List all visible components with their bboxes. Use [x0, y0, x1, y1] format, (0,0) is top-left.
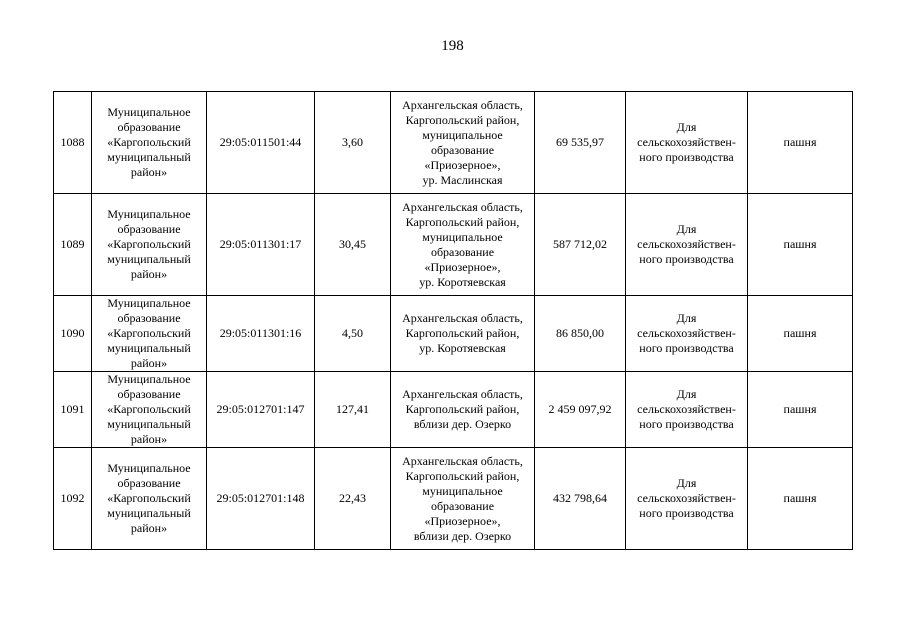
table-row	[54, 92, 853, 194]
land-registry-table	[53, 91, 853, 550]
row-number: 1089	[54, 194, 92, 296]
cadastral-number: 29:05:011301:16	[207, 296, 315, 372]
cadastral-number: 29:05:011501:44	[207, 92, 315, 194]
value-cell: 432 798,64	[535, 448, 626, 550]
cadastral-number: 29:05:011301:17	[207, 194, 315, 296]
table-row	[54, 296, 853, 372]
land-type-cell: пашня	[748, 296, 853, 372]
value-cell: 2 459 097,92	[535, 372, 626, 448]
area-cell: 30,45	[315, 194, 391, 296]
location-cell: Архангельская область, Каргопольский район, ур. Коротяевская	[391, 296, 535, 372]
purpose-cell: Для сельскохозяйствен- ного производства	[626, 296, 748, 372]
land-type-cell: пашня	[748, 448, 853, 550]
value-cell: 587 712,02	[535, 194, 626, 296]
value-cell: 86 850,00	[535, 296, 626, 372]
purpose-cell: Для сельскохозяйствен- ного производства	[626, 448, 748, 550]
land-type-cell: пашня	[748, 92, 853, 194]
location-cell: Архангельская область, Каргопольский район, муниципальное образование «Приозерное», ур. Маслинская	[391, 92, 535, 194]
location-cell: Архангельская область, Каргопольский район, муниципальное образование «Приозерное», ур. Коротяевская	[391, 194, 535, 296]
cadastral-number: 29:05:012701:148	[207, 448, 315, 550]
owner-cell: Муниципальное образование «Каргопольский муниципальный район»	[92, 92, 207, 194]
page-number: 198	[441, 38, 464, 54]
purpose-cell: Для сельскохозяйствен- ного производства	[626, 372, 748, 448]
owner-cell: Муниципальное образование «Каргопольский муниципальный район»	[92, 448, 207, 550]
area-cell: 127,41	[315, 372, 391, 448]
row-number: 1092	[54, 448, 92, 550]
land-type-cell: пашня	[748, 372, 853, 448]
land-type-cell: пашня	[748, 194, 853, 296]
area-cell: 3,60	[315, 92, 391, 194]
row-number: 1091	[54, 372, 92, 448]
table-row	[54, 372, 853, 448]
location-cell: Архангельская область, Каргопольский район, муниципальное образование «Приозерное», вблизи дер. Озерко	[391, 448, 535, 550]
purpose-cell: Для сельскохозяйствен- ного производства	[626, 194, 748, 296]
value-cell: 69 535,97	[535, 92, 626, 194]
owner-cell: Муниципальное образование «Каргопольский муниципальный район»	[92, 194, 207, 296]
area-cell: 22,43	[315, 448, 391, 550]
table-row	[54, 194, 853, 296]
owner-cell: Муниципальное образование «Каргопольский муниципальный район»	[92, 372, 207, 448]
location-cell: Архангельская область, Каргопольский район, вблизи дер. Озерко	[391, 372, 535, 448]
area-cell: 4,50	[315, 296, 391, 372]
row-number: 1090	[54, 296, 92, 372]
owner-cell: Муниципальное образование «Каргопольский муниципальный район»	[92, 296, 207, 372]
purpose-cell: Для сельскохозяйствен- ного производства	[626, 92, 748, 194]
row-number: 1088	[54, 92, 92, 194]
table-row	[54, 448, 853, 550]
cadastral-number: 29:05:012701:147	[207, 372, 315, 448]
